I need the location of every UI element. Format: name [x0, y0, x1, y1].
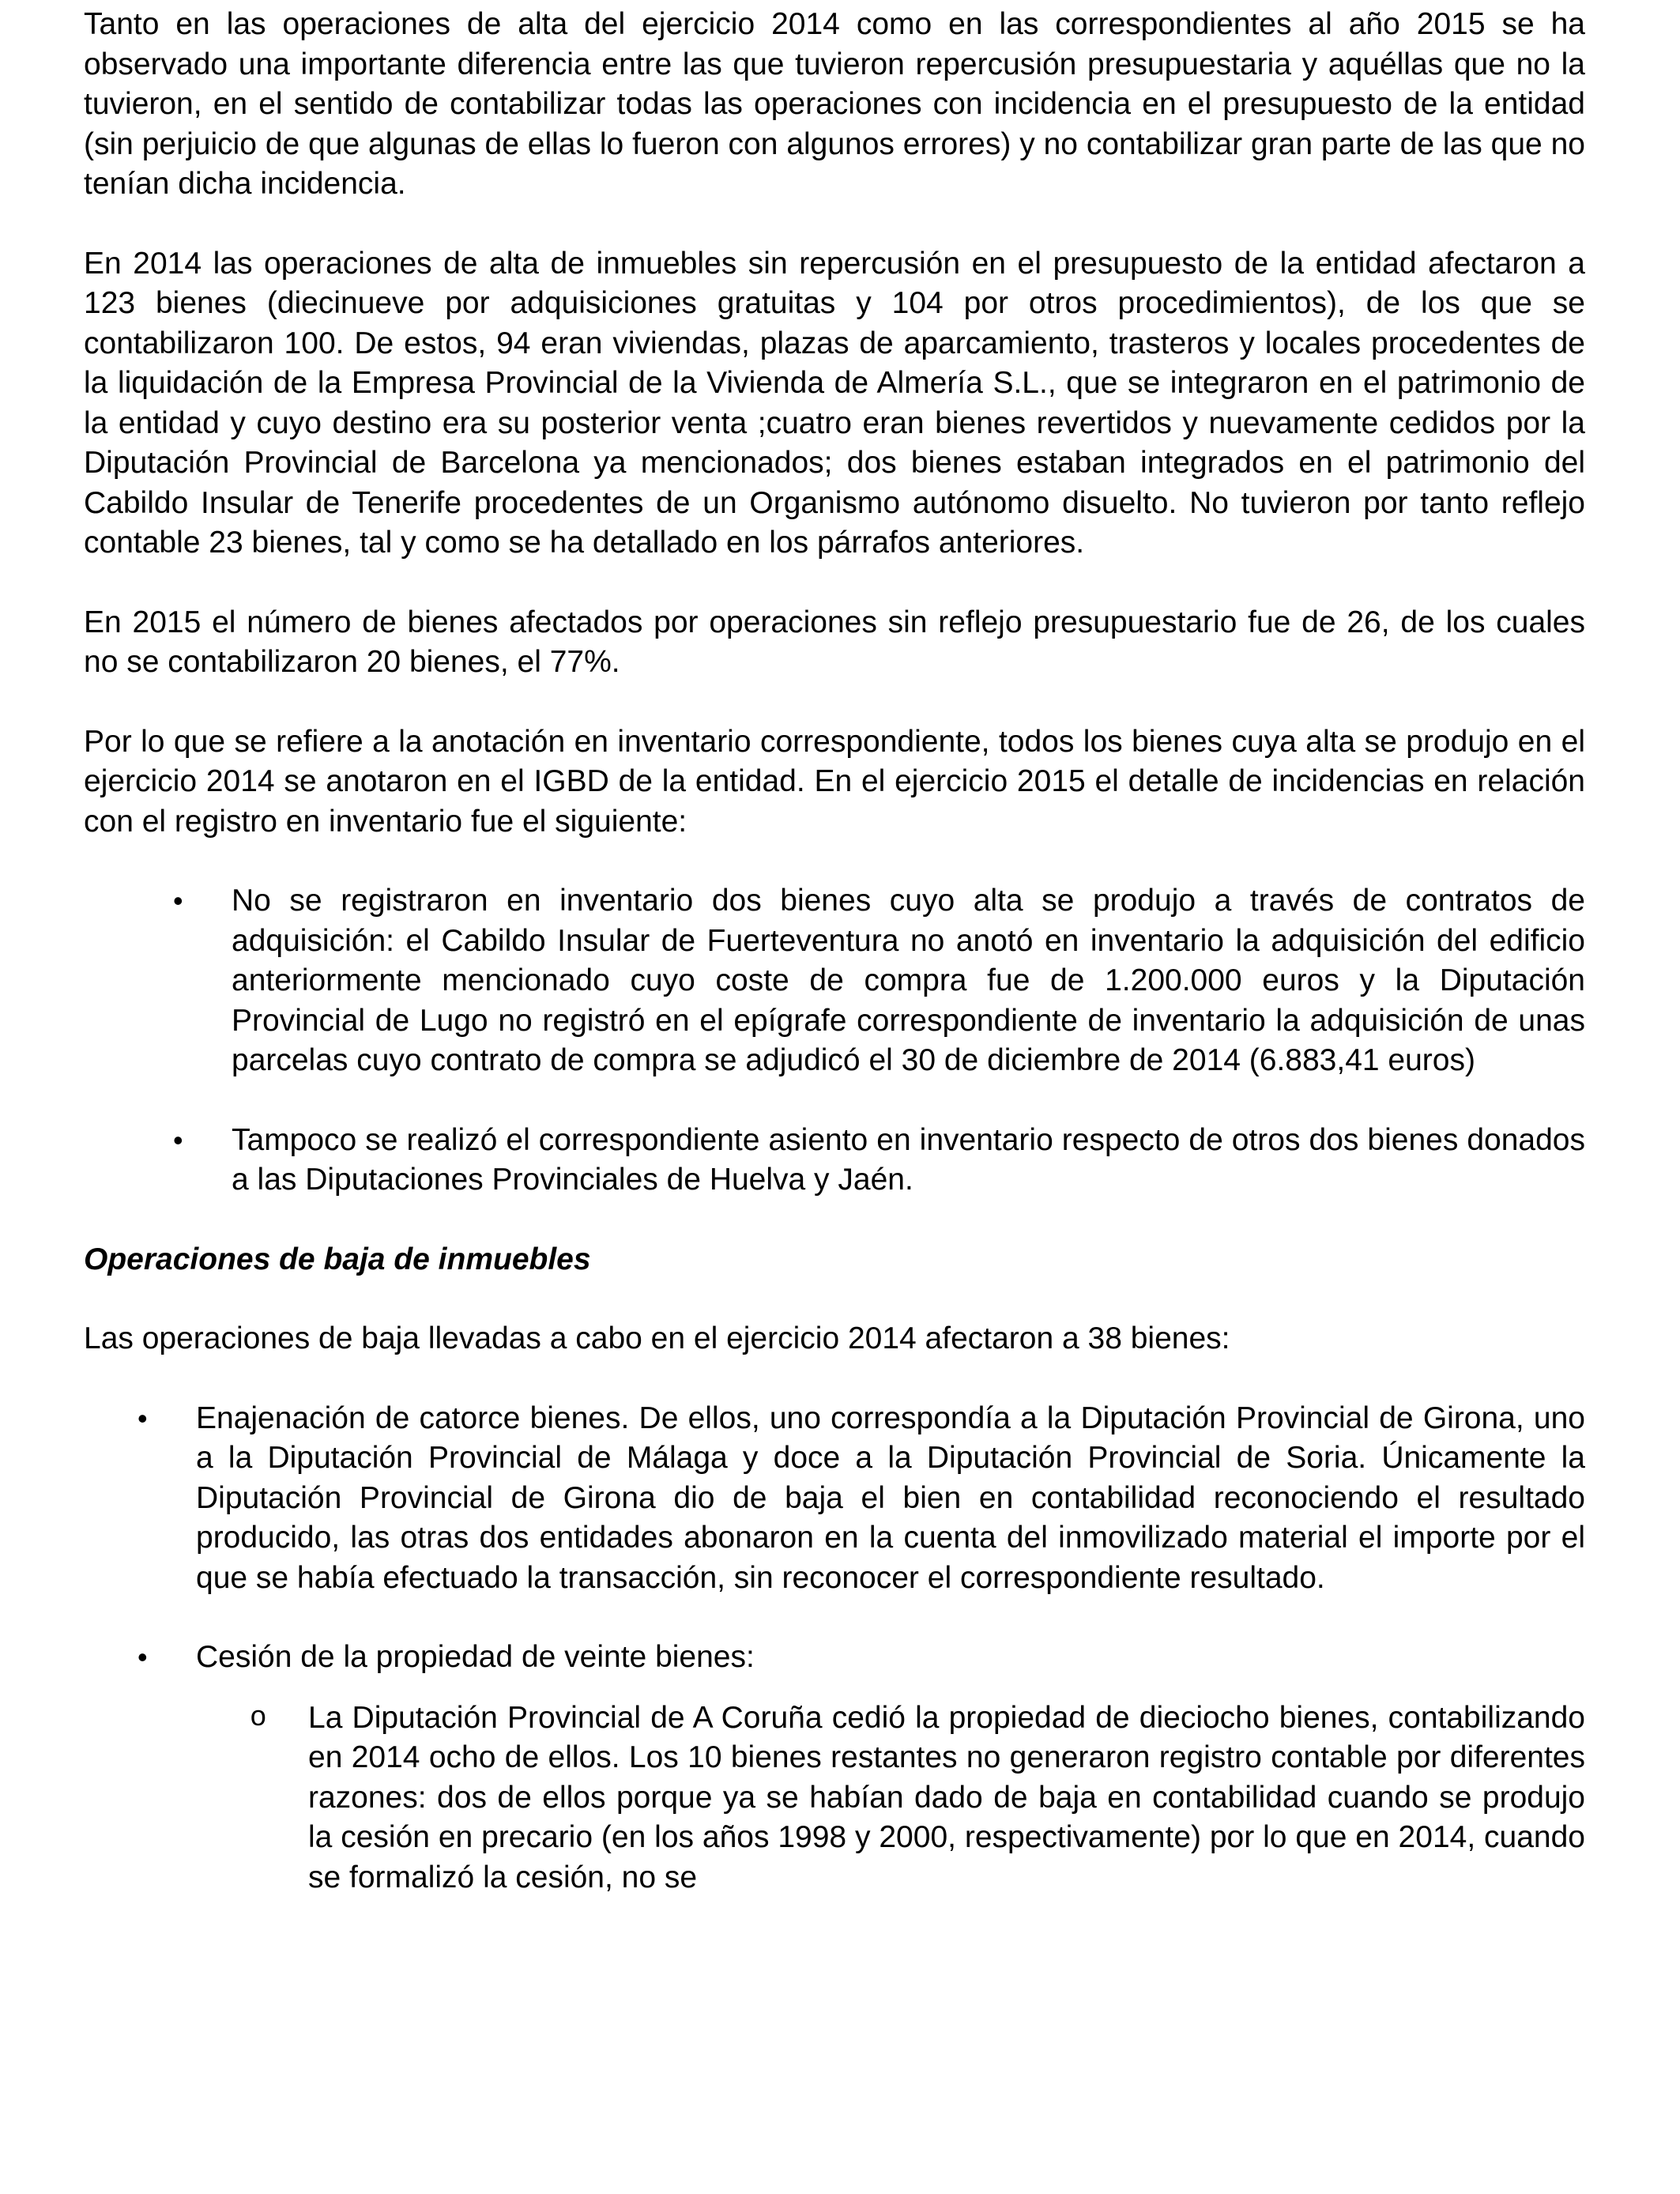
bullet-icon: •: [137, 1641, 148, 1673]
cesion-sub-list: [84, 1698, 1585, 1898]
list-item-text: Cesión de la propiedad de veinte bienes:: [196, 1640, 755, 1674]
list-item: [84, 1638, 1585, 1678]
list-item: [84, 881, 1585, 1081]
paragraph-4: Por lo que se refiere a la anotación en inventario correspondiente, todos los bienes cuya alta se produjo en el ejercicio 2014 se anotaron en el IGBD de la entidad. En el ejercicio 2015 el detalle de incidencias en relación con el registro en inventario fue el siguiente:: [84, 724, 1585, 839]
list-item-text: Tampoco se realizó el correspondiente asiento en inventario respecto de otros dos bienes donados a las Diputaciones Provinciales de Huelva y Jaén.: [232, 1122, 1585, 1197]
list-item-text: No se registraron en inventario dos bienes cuyo alta se produjo a través de contratos de adquisición: el Cabildo Insular de Fuerteventura no anotó en inventario la adquisición del edificio anteriormente mencionado cuyo coste de compra fue de 1.200.000 euros y la Diputación Provincial de Lugo no registró en el epígrafe correspondiente de inventario la adquisición de unas parcelas cuyo contrato de compra se adjudicó el 30 de diciembre de 2014 (6.883,41 euros): [232, 884, 1585, 1077]
bullet-icon: •: [137, 1401, 148, 1434]
list-item: [84, 1121, 1585, 1201]
list-item: [84, 1399, 1585, 1599]
list-item-text: Enajenación de catorce bienes. De ellos, uno correspondía a la Diputación Provincial de Girona, uno a la Diputación Provincial de Málaga y doce a la Diputación Provincial de Soria. Únicamente la Diputación Provincial de Girona dio de baja el bien en contabilidad reconociendo el resultado producido, las otras dos entidades abonaron en la cuenta del inmovilizado material el importe por el que se había efectuado la transacción, sin reconocer el correspondiente resultado.: [196, 1400, 1585, 1595]
paragraph-1: Tanto en las operaciones de alta del ejercicio 2014 como en las correspondientes al año 2015 se ha observado una importante diferencia entre las que tuvieron repercusión presupuestaria y aquéllas que no la tuvieron, en el sentido de contabilizar todas las operaciones con incidencia en el presupuesto de la entidad (sin perjuicio de que algunas de ellas lo fueron con algunos errores) y no contabilizar gran parte de las que no tenían dicha incidencia.: [84, 7, 1585, 201]
paragraph-2: En 2014 las operaciones de alta de inmuebles sin repercusión en el presupuesto de la entidad afectaron a 123 bienes (diecinueve por adquisiciones gratuitas y 104 por otros procedimientos), de los que se contabilizaron 100. De estos, 94 eran viviendas, plazas de aparcamiento, trasteros y locales procedentes de la liquidación de la Empresa Provincial de la Vivienda de Almería S.L., que se integraron en el patrimonio de la entidad y cuyo destino era su posterior venta ;cuatro eran bienes revertidos y nuevamente cedidos por la Diputación Provincial de Barcelona ya mencionados; dos bienes estaban integrados en el patrimonio del Cabildo Insular de Tenerife procedentes de un Organismo autónomo disuelto. No tuvieron por tanto reflejo contable 23 bienes, tal y como se ha detallado en los párrafos anteriores.: [84, 246, 1585, 560]
paragraph-5: Las operaciones de baja llevadas a cabo en el ejercicio 2014 afectaron a 38 bienes:: [84, 1321, 1230, 1355]
bullet-icon: •: [173, 1123, 183, 1156]
hollow-bullet-icon: o: [250, 1701, 267, 1734]
baja-operations-list: [84, 1399, 1585, 1678]
inventory-incidents-list: [84, 881, 1585, 1201]
sub-list-item-text: La Diputación Provincial de A Coruña cedió la propiedad de dieciocho bienes, contabilizando en 2014 ocho de ellos. Los 10 bienes restantes no generaron registro contable por diferentes razones: dos de ellos porque ya se habían dado de baja en contabilidad cuando se produjo la cesión en precario (en los años 1998 y 2000, respectivamente) por lo que en 2014, cuando se formalizó la cesión, no se: [308, 1700, 1585, 1894]
document-page: [84, 5, 1585, 1898]
section-heading: Operaciones de baja de inmuebles: [84, 1242, 591, 1276]
sub-list-item: [84, 1698, 1585, 1898]
bullet-icon: •: [173, 884, 183, 917]
paragraph-3: En 2015 el número de bienes afectados por operaciones sin reflejo presupuestario fue de 26, de los cuales no se contabilizaron 20 bienes, el 77%.: [84, 605, 1585, 679]
